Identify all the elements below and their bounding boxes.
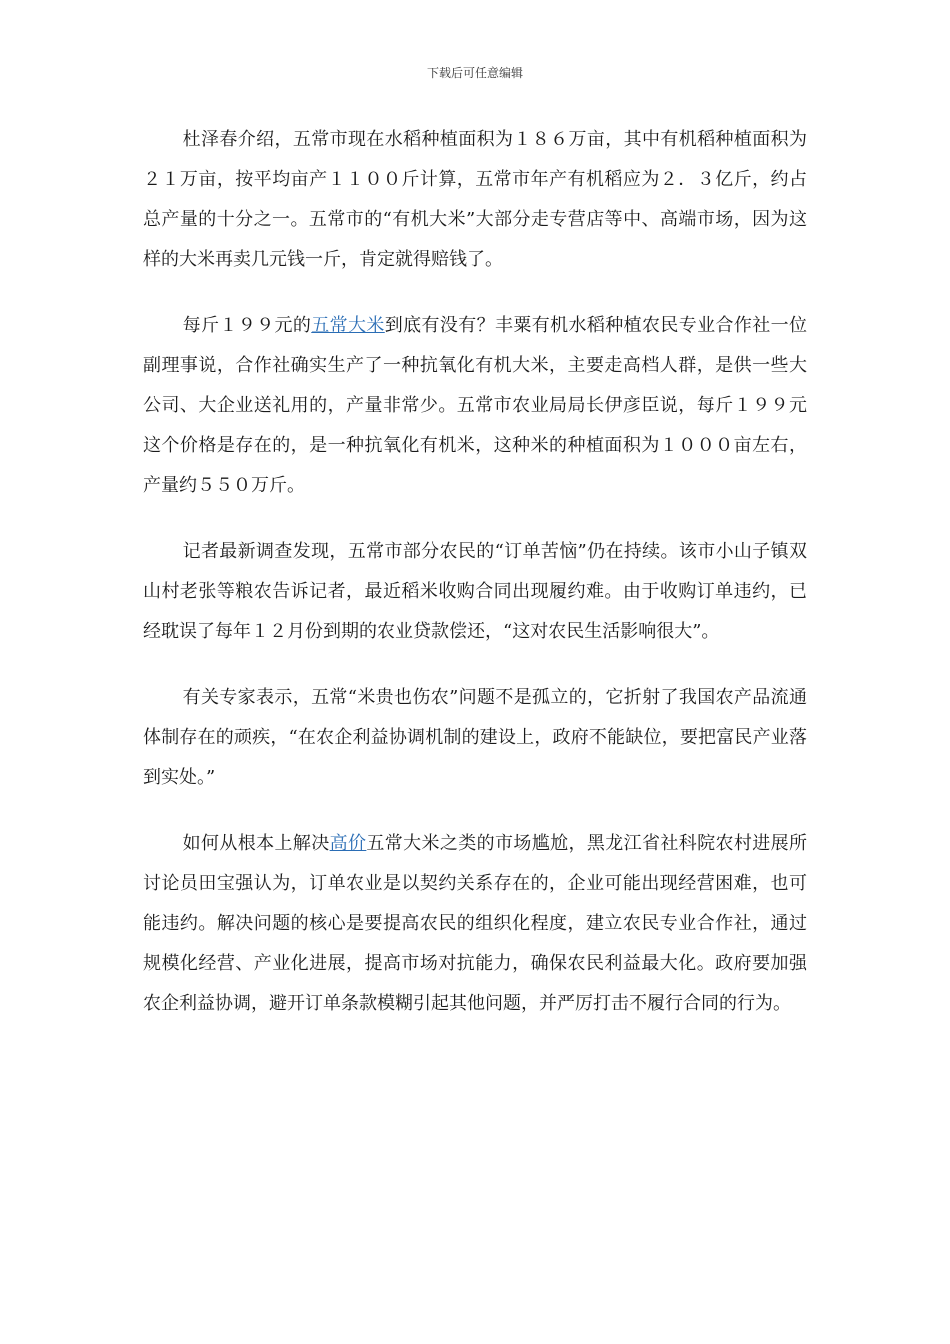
paragraph-3: 记者最新调查发现，五常市部分农民的“订单苦恼”仍在持续。该市小山子镇双山村老张等粮农告诉记者，最近稻米收购合同出现履约难。由于收购订单违约，已经耽误了每年１２月份到期的农业贷款偿还，“这对农民生活影响很大”。: [143, 541, 807, 642]
paragraph-5: [143, 824, 807, 1024]
paragraph-2-text-after: 到底有没有？丰粟有机水稻种植农民专业合作社一位副理事说，合作社确实生产了一种抗氧化有机大米，主要走高档人群，是供一些大公司、大企业送礼用的，产量非常少。五常市农业局局长伊彦臣说，每斤１９９元这个价格是存在的，是一种抗氧化有机米，这种米的种植面积为１０００亩左右，产量约５５０万斤。: [143, 315, 808, 496]
paragraph-2-text-before: 每斤１９９元的: [182, 315, 312, 336]
page-header: 下载后可任意编辑: [426, 66, 523, 80]
paragraph-4: 有关专家表示，五常“米贵也伤农”问题不是孤立的，它折射了我国农产品流通体制存在的顽疾，“在农企利益协调机制的建设上，政府不能缺位，要把富民产业落到实处。”: [143, 687, 807, 788]
paragraph-1: 杜泽春介绍，五常市现在水稻种植面积为１８６万亩，其中有机稻种植面积为２１万亩，按平均亩产１１００斤计算，五常市年产有机稻应为２．３亿斤，约占总产量的十分之一。五常市的“有机大米”大部分走专营店等中、高端市场，因为这样的大米再卖几元钱一斤，肯定就得赔钱了。: [143, 129, 807, 270]
article-body: [143, 120, 807, 1050]
paragraph-5-text-after: 五常大米之类的市场尴尬，黑龙江省社科院农村进展所讨论员田宝强认为，订单农业是以契约关系存在的，企业可能出现经营困难，也可能违约。解决问题的核心是要提高农民的组织化程度，建立农民专业合作社，通过规模化经营、产业化进展，提高市场对抗能力，确保农民利益最大化。政府要加强农企利益协调，避开订单条款模糊引起其他问题，并严厉打击不履行合同的行为。: [143, 833, 808, 1014]
wuchang-rice-link[interactable]: 五常大米: [311, 315, 385, 336]
high-price-link[interactable]: 高价: [329, 833, 367, 854]
paragraph-5-text-before: 如何从根本上解决: [182, 833, 330, 854]
paragraph-2: [143, 306, 807, 506]
